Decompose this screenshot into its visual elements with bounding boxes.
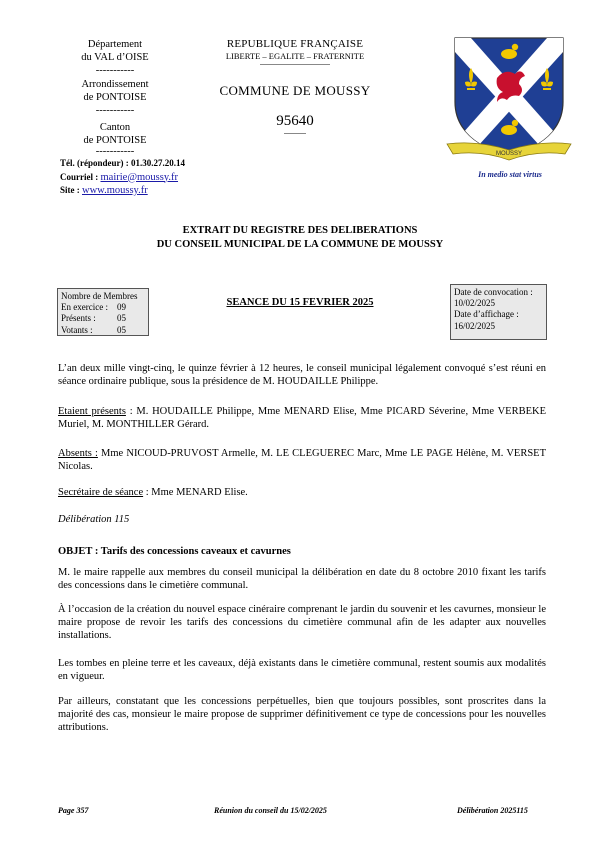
affichage-label: Date d’affichage : (454, 309, 519, 320)
banner-text: MOUSSY (495, 151, 523, 157)
intro-paragraph: L’an deux mille vingt-cinq, le quinze février à 12 heures, le conseil municipal légalement convoqué s’est réuni en séance ordinaire publique, sous la présidence de M. HOUDAILLE Philippe. (58, 363, 546, 387)
moussy-coat-of-arms (445, 32, 573, 167)
deliberation-number: Délibération 115 (58, 514, 130, 525)
separator: ----------- (95, 65, 135, 77)
duck-icon (501, 125, 517, 135)
paragraph-2: À l’occasion de la création du nouvel espace cinéraire comprenant le jardin du souvenir et les cavurnes, monsieur le maire propose de revoir les tarifs des concessions du cimetière communal afin de les adapter aux nouvelles installations. (58, 604, 546, 641)
register-title-line1: EXTRAIT DU REGISTRE DES DELIBERATIONS (182, 225, 418, 236)
absents-list: Mme NICOUD-PRUVOST Armelle, M. LE CLEGUEREC Marc, Mme LE PAGE Hélène, M. VERSET Nicolas. (58, 448, 547, 472)
secretaire-name: : Mme MENARD Elise. (143, 487, 248, 498)
arrondissement-label: Arrondissement (81, 78, 149, 90)
secretaire-label: Secrétaire de séance (58, 487, 144, 498)
email-line (60, 171, 185, 185)
convocation-label: Date de convocation : (454, 287, 533, 297)
separator: ----------- (95, 105, 135, 117)
republic-header (204, 38, 386, 134)
footer-reunion: Réunion du conseil du 15/02/2025 (214, 806, 327, 815)
paragraph-1: M. le maire rappelle aux membres du conseil municipal la délibération en date du 8 octobre 2010 fixant les tarifs des concessions dans le cimetière communal. (58, 567, 546, 591)
departement-name: du VAL d’OISE (81, 52, 149, 64)
canton-name: de PONTOISE (83, 135, 147, 147)
paragraph-3: Les tombes en pleine terre et les caveaux, déjà existants dans le cimetière communal, restent soumis aux modalités en vigueur. (58, 658, 546, 682)
duck-icon (501, 49, 517, 59)
register-title (60, 224, 540, 252)
secretaire-paragraph (58, 486, 546, 499)
members-row: En exercice : 09 (61, 302, 126, 313)
dates-box (450, 284, 547, 340)
presents-list: : M. HOUDAILLE Philippe, Mme MENARD Elise, Mme PICARD Séverine, Mme VERBEKE Muriel, M. MONTHILLER Gérard. (58, 406, 546, 430)
site-label: Site : (60, 185, 82, 195)
republique-title: REPUBLIQUE FRANÇAISE (226, 38, 364, 50)
presents-label: Etaient présents (58, 406, 126, 417)
convocation-date: 10/02/2025 (454, 298, 496, 309)
devise: LIBERTE – EGALITE – FRATERNITE (225, 51, 365, 61)
site-line (60, 184, 185, 198)
canton-label: Canton (99, 122, 131, 134)
objet-title: OBJET : Tarifs des concessions caveaux et cavurnes (58, 546, 291, 557)
separator: ----------- (95, 145, 135, 157)
affichage-date: 16/02/2025 (454, 320, 496, 331)
members-title: Nombre de Membres (61, 291, 138, 301)
departement-label: Département (87, 39, 143, 50)
commune-title: COMMUNE DE MOUSSY (219, 83, 371, 98)
register-title-line2: DU CONSEIL MUNICIPAL DE LA COMMUNE DE MOUSSY (156, 239, 444, 250)
arrondissement-name: de PONTOISE (83, 91, 147, 103)
contact-info (60, 157, 185, 198)
seance-title: SEANCE DU 15 FEVRIER 2025 (226, 297, 374, 308)
members-box (57, 288, 149, 336)
absents-paragraph (58, 447, 546, 473)
footer-page: Page 357 (58, 806, 89, 815)
members-row: Votants : 05 (61, 324, 126, 335)
presents-paragraph (58, 405, 546, 431)
telephone: Tél. (répondeur) : 01.30.27.20.14 (60, 158, 185, 168)
members-row: Présents : 05 (61, 313, 126, 324)
email-label: Courriel : (60, 171, 101, 182)
administrative-info (48, 38, 182, 156)
absents-label: Absents : (58, 448, 98, 459)
postal-code: 95640 (276, 113, 314, 129)
footer-deliberation: Délibération 2025115 (457, 806, 528, 815)
paragraph-4: Par ailleurs, constatant que les concessions perpétuelles, bien que toujours possibles, sont proscrites dans la majorité des cas, monsieur le maire propose de supprimer définitivement ce type de concessions pour les nouvelles attributions. (58, 696, 546, 733)
website-link[interactable]: www.moussy.fr (82, 185, 148, 196)
motto: In medio stat virtus (478, 170, 542, 179)
email-link[interactable]: mairie@moussy.fr (100, 171, 179, 183)
divider (284, 133, 306, 134)
divider (260, 64, 330, 65)
